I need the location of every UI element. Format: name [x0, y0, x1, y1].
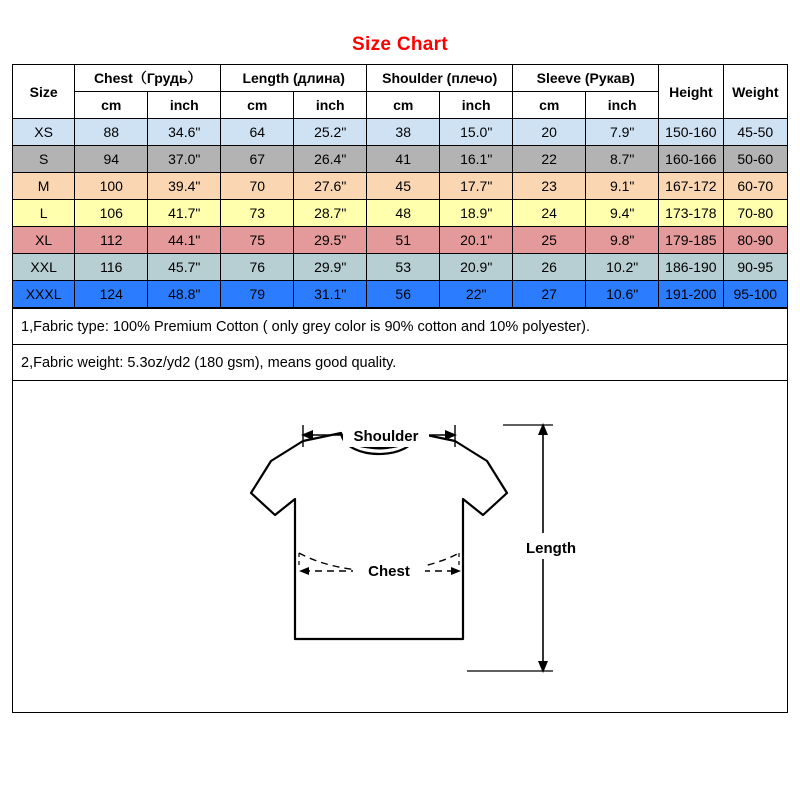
cell-sleeve-inch: 10.6" [586, 281, 659, 308]
cell-sleeve-cm: 20 [513, 119, 586, 146]
cell-shoulder-cm: 41 [367, 146, 440, 173]
table-row [13, 200, 788, 227]
header-height: Height [659, 65, 723, 119]
header-weight: Weight [723, 65, 787, 119]
cell-length-inch: 27.6" [294, 173, 367, 200]
cell-shoulder-inch: 18.9" [440, 200, 513, 227]
cell-length-cm: 75 [221, 227, 294, 254]
cell-sleeve-inch: 9.1" [586, 173, 659, 200]
header-sleeve: Sleeve (Рукав) [513, 65, 659, 92]
cell-chest-inch: 41.7" [148, 200, 221, 227]
cell-sleeve-inch: 7.9" [586, 119, 659, 146]
cell-chest-inch: 44.1" [148, 227, 221, 254]
header-chest: Chest（Грудь） [75, 65, 221, 92]
cell-chest-cm: 124 [75, 281, 148, 308]
cell-height: 179-185 [659, 227, 723, 254]
cell-weight: 45-50 [723, 119, 787, 146]
table-group-header-row [13, 65, 788, 92]
cell-sleeve-cm: 26 [513, 254, 586, 281]
cell-shoulder-cm: 53 [367, 254, 440, 281]
row-size: XXL [13, 254, 75, 281]
cell-chest-inch: 34.6" [148, 119, 221, 146]
cell-length-cm: 67 [221, 146, 294, 173]
row-size: XXXL [13, 281, 75, 308]
note-row [13, 345, 788, 381]
cell-shoulder-inch: 20.1" [440, 227, 513, 254]
cell-weight: 95-100 [723, 281, 787, 308]
cell-length-cm: 70 [221, 173, 294, 200]
cell-weight: 50-60 [723, 146, 787, 173]
tshirt-diagram [12, 381, 788, 713]
cell-chest-cm: 116 [75, 254, 148, 281]
cell-weight: 70-80 [723, 200, 787, 227]
shoulder-label: Shoulder [353, 428, 419, 445]
cell-length-inch: 28.7" [294, 200, 367, 227]
cell-shoulder-inch: 16.1" [440, 146, 513, 173]
cell-weight: 60-70 [723, 173, 787, 200]
cell-shoulder-cm: 56 [367, 281, 440, 308]
note-fabric-weight: 2,Fabric weight: 5.3oz/yd2 (180 gsm), means good quality. [13, 345, 788, 381]
cell-chest-cm: 106 [75, 200, 148, 227]
cell-shoulder-cm: 38 [367, 119, 440, 146]
cell-length-inch: 25.2" [294, 119, 367, 146]
cell-sleeve-cm: 23 [513, 173, 586, 200]
cell-sleeve-inch: 9.8" [586, 227, 659, 254]
cell-sleeve-cm: 27 [513, 281, 586, 308]
cell-chest-cm: 94 [75, 146, 148, 173]
cell-shoulder-inch: 20.9" [440, 254, 513, 281]
table-row [13, 146, 788, 173]
size-chart-table [12, 64, 788, 308]
cell-shoulder-inch: 22" [440, 281, 513, 308]
cell-length-cm: 79 [221, 281, 294, 308]
cell-shoulder-cm: 45 [367, 173, 440, 200]
table-row [13, 254, 788, 281]
cell-length-cm: 73 [221, 200, 294, 227]
unit-length-inch: inch [294, 92, 367, 119]
cell-weight: 80-90 [723, 227, 787, 254]
unit-sleeve-cm: cm [513, 92, 586, 119]
header-size: Size [13, 65, 75, 119]
cell-height: 167-172 [659, 173, 723, 200]
chest-label: Chest [368, 563, 410, 580]
cell-chest-inch: 45.7" [148, 254, 221, 281]
cell-length-inch: 31.1" [294, 281, 367, 308]
row-size: L [13, 200, 75, 227]
row-size: M [13, 173, 75, 200]
page-title: Size Chart [352, 34, 448, 55]
note-row [13, 309, 788, 345]
cell-shoulder-inch: 15.0" [440, 119, 513, 146]
unit-length-cm: cm [221, 92, 294, 119]
cell-chest-inch: 39.4" [148, 173, 221, 200]
cell-chest-cm: 100 [75, 173, 148, 200]
row-size: S [13, 146, 75, 173]
cell-shoulder-inch: 17.7" [440, 173, 513, 200]
unit-chest-inch: inch [148, 92, 221, 119]
cell-shoulder-cm: 48 [367, 200, 440, 227]
table-row [13, 119, 788, 146]
table-row [13, 173, 788, 200]
row-size: XS [13, 119, 75, 146]
cell-weight: 90-95 [723, 254, 787, 281]
cell-sleeve-inch: 9.4" [586, 200, 659, 227]
row-size: XL [13, 227, 75, 254]
cell-length-cm: 76 [221, 254, 294, 281]
cell-length-inch: 29.9" [294, 254, 367, 281]
unit-chest-cm: cm [75, 92, 148, 119]
cell-shoulder-cm: 51 [367, 227, 440, 254]
length-label: Length [526, 540, 576, 557]
cell-sleeve-inch: 8.7" [586, 146, 659, 173]
cell-height: 150-160 [659, 119, 723, 146]
table-row [13, 281, 788, 308]
cell-height: 191-200 [659, 281, 723, 308]
cell-chest-cm: 88 [75, 119, 148, 146]
cell-height: 173-178 [659, 200, 723, 227]
cell-length-inch: 26.4" [294, 146, 367, 173]
note-fabric-type: 1,Fabric type: 100% Premium Cotton ( only grey color is 90% cotton and 10% polyester). [13, 309, 788, 345]
cell-sleeve-cm: 22 [513, 146, 586, 173]
cell-length-cm: 64 [221, 119, 294, 146]
header-shoulder: Shoulder (плечо) [367, 65, 513, 92]
cell-height: 186-190 [659, 254, 723, 281]
cell-chest-inch: 37.0" [148, 146, 221, 173]
unit-shoulder-cm: cm [367, 92, 440, 119]
cell-sleeve-cm: 25 [513, 227, 586, 254]
cell-chest-cm: 112 [75, 227, 148, 254]
notes-table [12, 308, 788, 381]
unit-shoulder-inch: inch [440, 92, 513, 119]
cell-height: 160-166 [659, 146, 723, 173]
cell-length-inch: 29.5" [294, 227, 367, 254]
cell-chest-inch: 48.8" [148, 281, 221, 308]
header-length: Length (длина) [221, 65, 367, 92]
cell-sleeve-inch: 10.2" [586, 254, 659, 281]
cell-sleeve-cm: 24 [513, 200, 586, 227]
unit-sleeve-inch: inch [586, 92, 659, 119]
table-row [13, 227, 788, 254]
